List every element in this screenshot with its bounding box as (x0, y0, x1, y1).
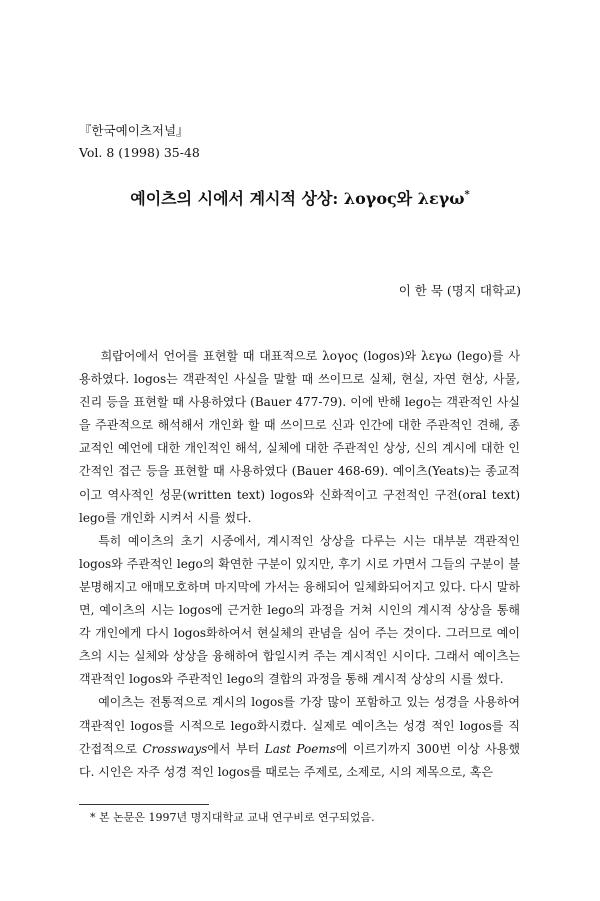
title-footnote-marker: * (464, 189, 470, 201)
italic-work-title-last-poems: Last Poems (264, 741, 336, 756)
author-name: 이 한 묵 (398, 283, 443, 298)
paper-title (60, 186, 540, 209)
volume-info: Vol. 8 (1998) 35-48 (79, 145, 200, 160)
paragraph-3-connector: 에서 부터 (207, 741, 265, 756)
author-affiliation: (명지 대학교) (446, 283, 521, 298)
title-text: 예이츠의 시에서 계시적 상상: λογος와 λεγω (130, 189, 465, 208)
author-line (399, 281, 521, 299)
paragraph-3-end: 에 이르기까지 300번 이상 사용했다. 시인은 자주 성경 적인 logos를 때로는 주제로, 소제로, 시의 제목으로, 혹은 (79, 741, 520, 779)
italic-work-title-crossways: Crossways (142, 741, 208, 756)
journal-name: 『한국예이츠저널』 (79, 123, 189, 138)
footnote-divider (79, 804, 209, 805)
body-paragraph-1: 희랍어에서 언어를 표현할 때 대표적으로 λογος (logos)와 λεγω (lego)를 사용하였다. logos는 객관적인 사실을 말할 때 쓰이므로 실체, 현실, 자연 현상, 사물, 진리 등을 표현할 때 사용하였다 (Bauer 477-79). 이에 반해 lego는 객관적인 사실을 주관적으로 해석해서 개인화 할 때 쓰이므로 신과 인간에 대한 주관적인 견해, 종교적인 예언에 대한 개인적인 해석, 실체에 대한 주관적인 상상, 신의 계시에 대한 인간적인 접근 등을 표현할 때 사용하였다 (Bauer 468-69). 예이츠(Yeats)는 종교적이고 역사적인 성문(written text) logos와 신화적이고 구전적인 구전(oral text) lego를 개인화 시켜서 시를 썼다. (79, 349, 520, 525)
paragraph-3-start: 예이츠는 전통적으로 계시의 logos를 가장 많이 포함하고 있는 성경을 사용하여 객관적인 logos를 시적으로 lego화시켰다. 실제로 예이츠는 성경 적인 logos를 직간접적으로 (79, 695, 520, 756)
body-paragraph-3 (79, 691, 520, 783)
body-text (79, 345, 520, 784)
body-paragraph-2: 특히 예이츠의 초기 시중에서, 계시적인 상상을 다루는 시는 대부분 객관적인 logos와 주관적인 lego의 확연한 구분이 있지만, 후기 시로 가면서 그들의 구분이 불분명해지고 애매모호하며 마지막에 가서는 융해되어 일체화되어지고 있다. 다시 말하면, 예이츠의 시는 logos에 근거한 lego의 과정을 거쳐 시인의 계시적 상상을 통해 각 개인에게 다시 logos화하여서 현실체의 관념을 심어 주는 것이다. 그러므로 예이츠의 시는 실체와 상상을 융해하여 합일시켜 주는 계시적인 시이다. 그래서 예이츠는 객관적인 logos와 주관적인 lego의 결합의 과정을 통해 계시적 상상의 시를 썼다. (79, 533, 520, 687)
footnote: * 본 논문은 1997년 명지대학교 교내 연구비로 연구되었음. (90, 811, 375, 824)
